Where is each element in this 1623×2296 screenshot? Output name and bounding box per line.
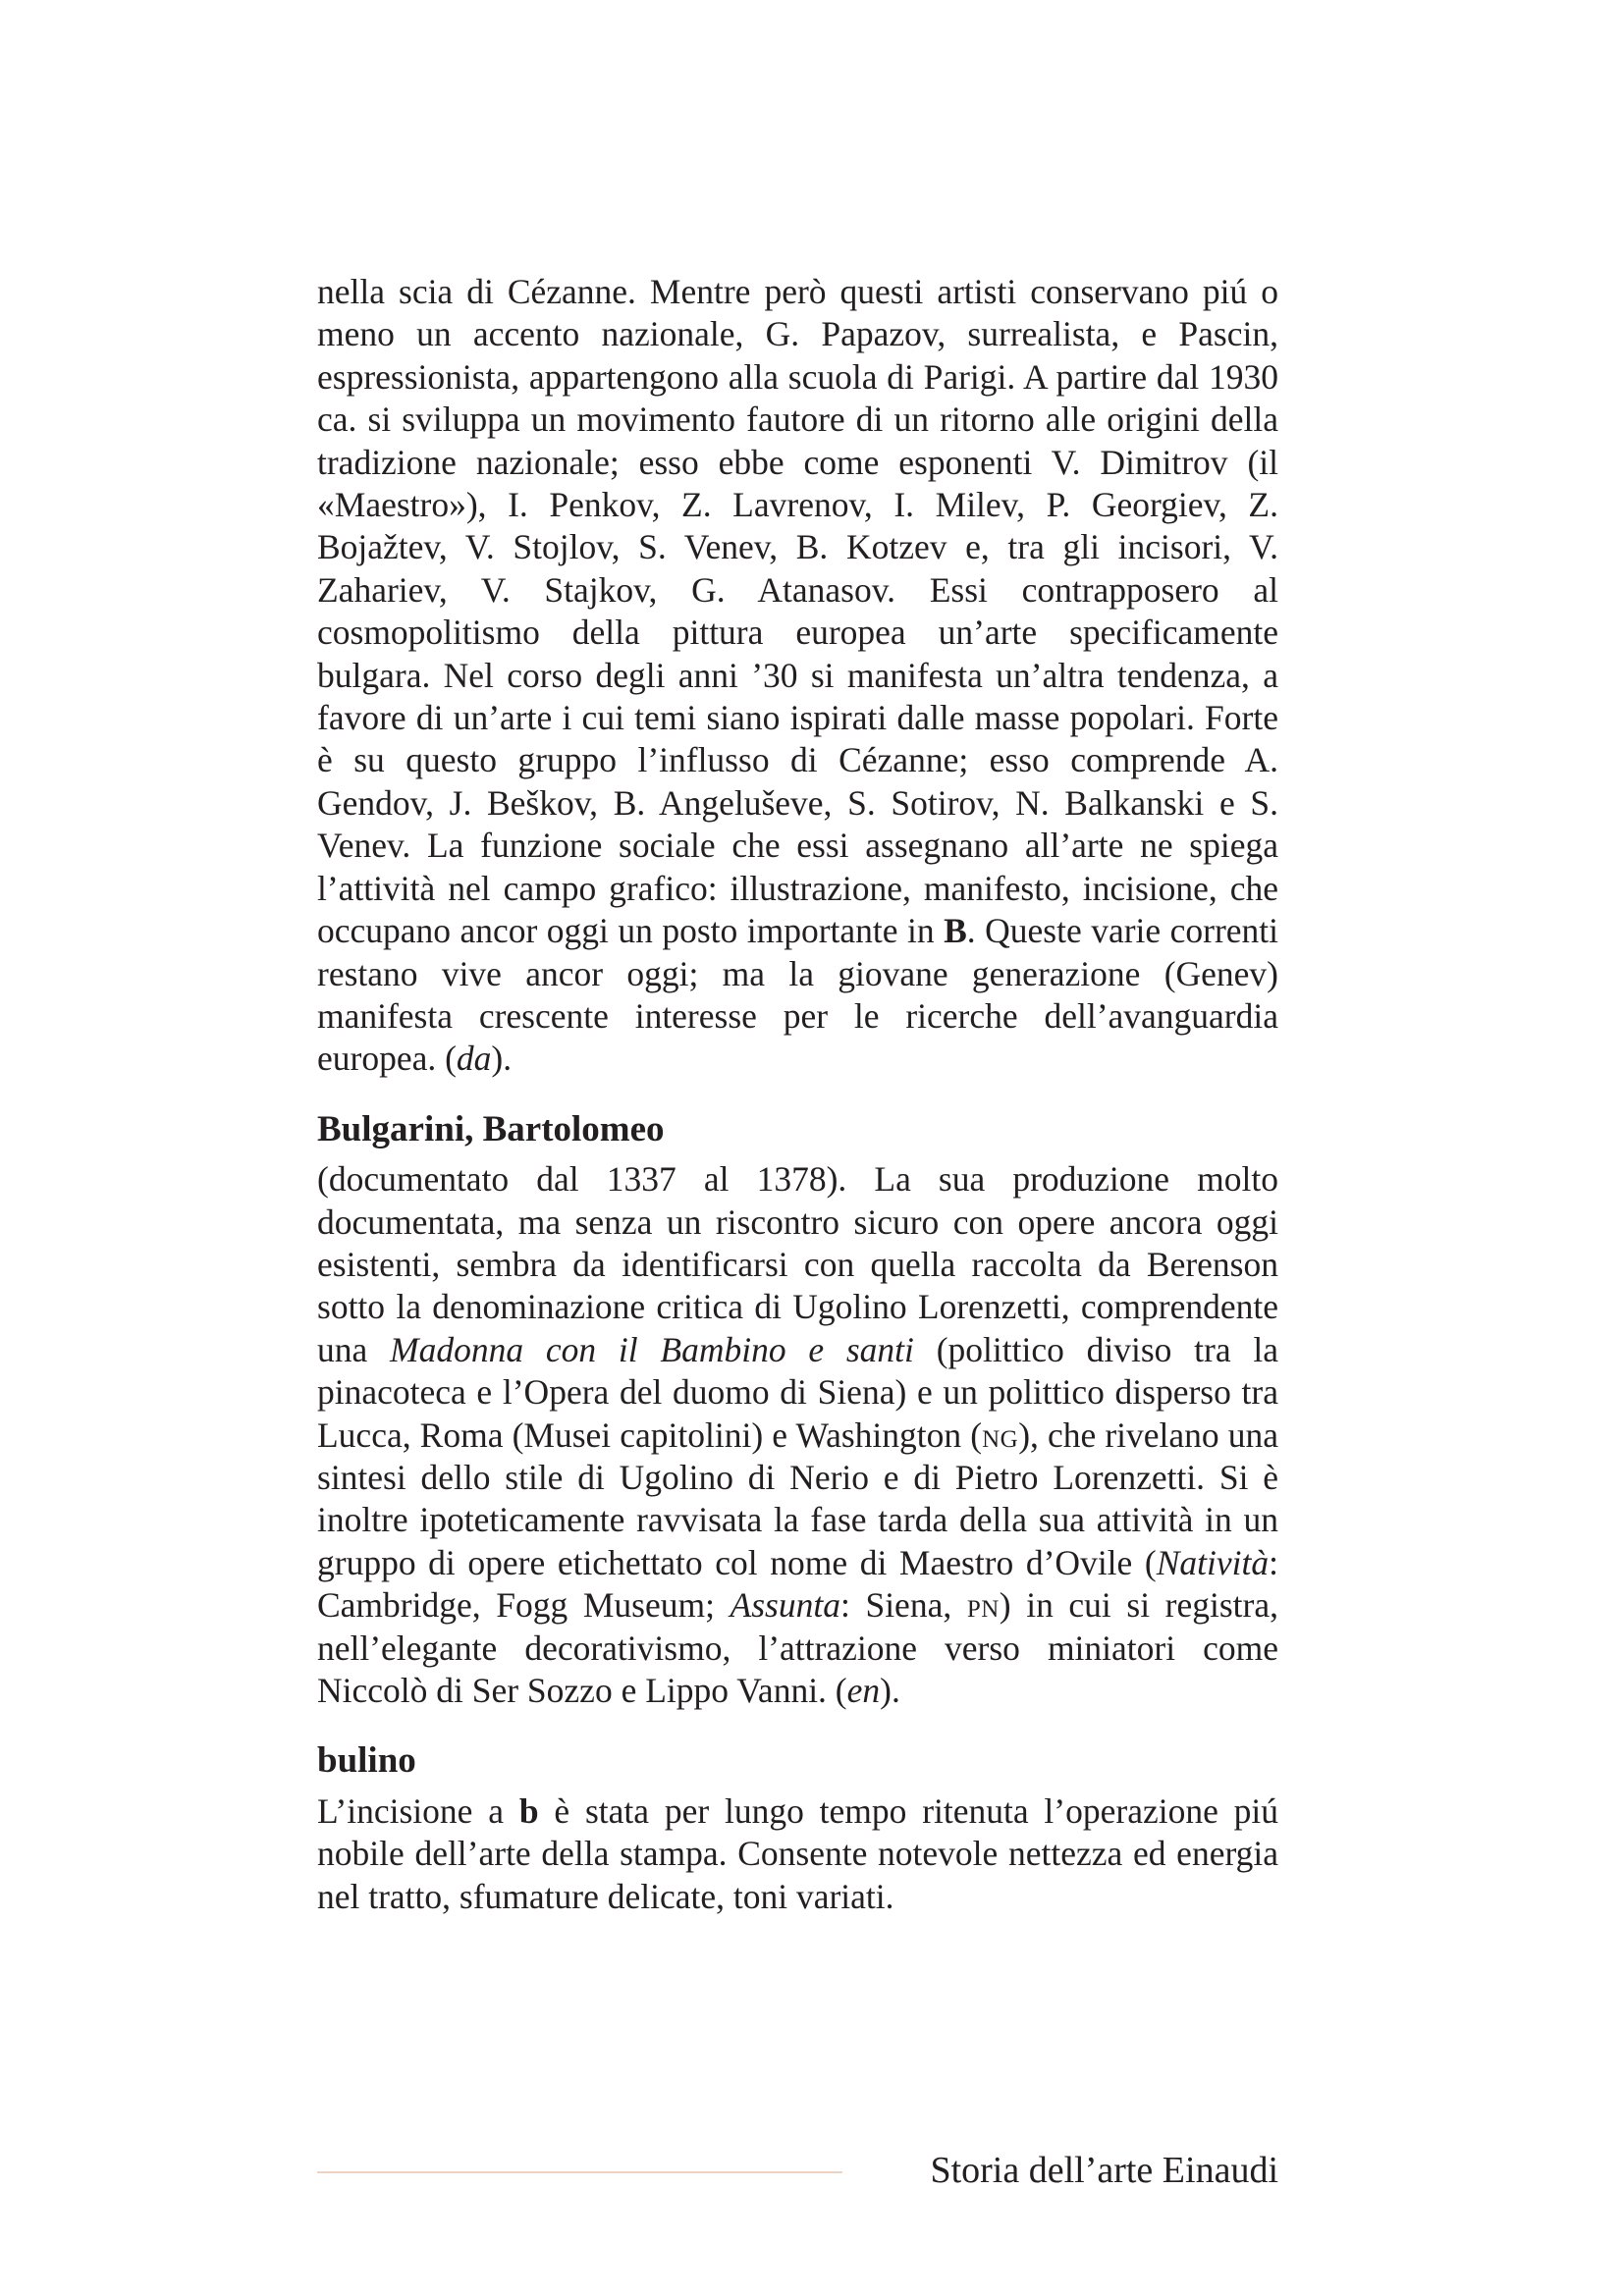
entry-headword-bulgarini: Bulgarini, Bartolomeo: [317, 1108, 665, 1149]
text-run-normal: (polittico diviso tra la pinacoteca e l’Opera del duomo di Siena) e un polittico disperso tra Lucca, Roma (Musei capitolini) e Washington (: [317, 1329, 1278, 1455]
entry-spacer: [317, 1081, 1278, 1108]
text-run-normal: ).: [880, 1671, 900, 1710]
text-run-normal: : Cambridge, Fogg Museum;: [317, 1542, 1278, 1626]
text-run-smallcaps: ng: [982, 1415, 1019, 1455]
text-run-normal: (documentato dal 1337 al 1378). La sua produzione molto documentata, ma senza un riscontro sicuro con opere ancora oggi esistenti, sembra da identificarsi con quella raccolta da Berenson sotto la denominazione critica di Ugolino Lorenzetti, comprendente una: [317, 1159, 1278, 1369]
footer-title: Storia dell’arte Einaudi: [930, 2150, 1278, 2191]
entry-text-bulino: [317, 1790, 1278, 1918]
text-run-normal: . Queste varie correnti restano vive ancor oggi; ma la giovane generazione (Genev) manifesta crescente interesse per le ricerche dell’avanguardia europea. (: [317, 911, 1278, 1079]
text-run-normal: ) in cui si registra, nell’elegante decorativismo, l’attrazione verso miniatori come Niccolò di Ser Sozzo e Lippo Vanni. (: [317, 1585, 1279, 1710]
text-run-italic: Madonna con il Bambino e santi: [390, 1329, 914, 1369]
headword-spacer: [317, 1150, 1278, 1158]
text-run-normal: L’incisione a: [317, 1790, 519, 1831]
text-run-normal: ).: [491, 1039, 513, 1079]
text-run-italic: Assunta: [730, 1585, 840, 1626]
text-run-italic: en: [846, 1671, 881, 1710]
footer-rule: [317, 2171, 842, 2173]
text-run-normal: è stata per lungo tempo ritenuta l’operazione piú nobile dell’arte della stampa. Consente notevole nettezza ed energia nel tratto, sfumature delicate, toni variati.: [317, 1790, 1279, 1916]
continuation-paragraph: [317, 271, 1278, 1081]
text-run-bold: b: [518, 1790, 539, 1831]
text-run-smallcaps: pn: [966, 1585, 1000, 1626]
entry-text-bulgarini: [317, 1158, 1278, 1712]
headword-spacer: [317, 1783, 1278, 1790]
article-body: [317, 271, 1278, 1918]
entry-spacer: [317, 1712, 1278, 1739]
entry-headword-bulino: bulino: [317, 1740, 416, 1782]
text-run-normal: ), che rivelano una sintesi dello stile di Ugolino di Nerio e di Pietro Lorenzetti. Si è inoltre ipoteticamente ravvisata la fase tarda della sua attività in un gruppo di opere etichettato col nome di Maestro d’Ovile (: [317, 1415, 1279, 1582]
text-run-normal: : Siena,: [839, 1585, 967, 1626]
text-run-italic: Natività: [1156, 1542, 1270, 1582]
text-run-italic: da: [456, 1039, 492, 1079]
text-run-bold: B: [944, 911, 967, 951]
text-run-normal: nella scia di Cézanne. Mentre però questi artisti conservano piú o meno un accento nazionale, G. Papazov, surrealista, e Pascin, espressionista, appartengono alla scuola di Parigi. A partire dal 1930 ca. si sviluppa un movimento fautore di un ritorno alle origini della tradizione nazionale; esso ebbe come esponenti V. Dimitrov (il «Maestro»), I. Penkov, Z. Lavrenov, I. Milev, P. Georgiev, Z. Bojažtev, V. Stojlov, S. Venev, B. Kotzev e, tra gli incisori, V. Zahariev, V. Stajkov, G. Atanasov. Essi contrapposero al cosmopolitismo della pittura europea un’arte specificamente bulgara. Nel corso degli anni ’30 si manifesta un’altra tendenza, a favore di un’arte i cui temi siano ispirati dalle masse popolari. Forte è su questo gruppo l’influsso di Cézanne; esso comprende A. Gendov, J. Beškov, B. Angeluševe, S. Sotirov, N. Balkanski e S. Venev. La funzione sociale che essi assegnano all’arte ne spiega l’attività nel campo grafico: illustrazione, manifesto, incisione, che occupano ancor oggi un posto importante in: [317, 272, 1278, 951]
